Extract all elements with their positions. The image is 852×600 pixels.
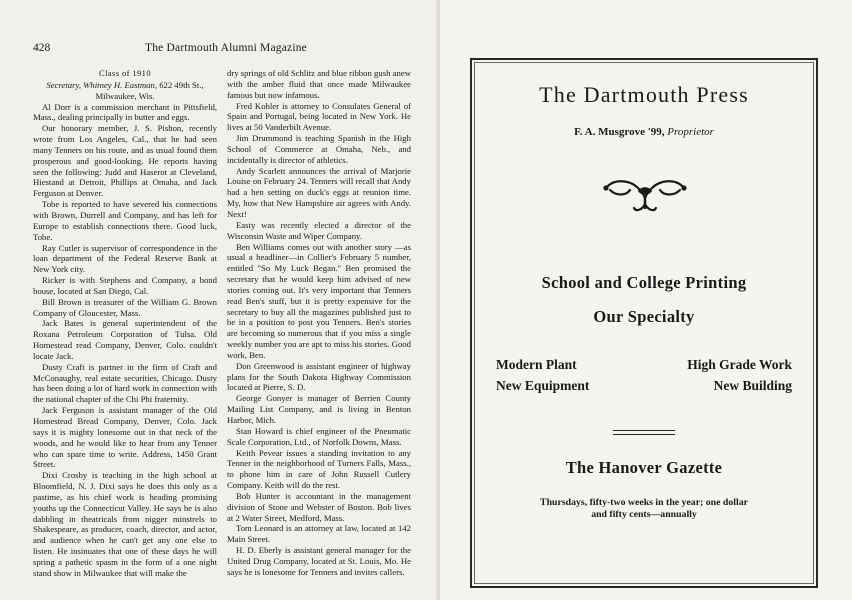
press-title: The Dartmouth Press [539, 82, 749, 107]
column-1 [33, 68, 217, 579]
page-header [33, 42, 428, 56]
advertisement-frame [470, 58, 818, 588]
paragraph: Bill Brown is treasurer of the William G. Brown Company of Gloucester, Mass. [33, 296, 217, 318]
class-heading: Class of 1910 [99, 68, 151, 78]
secretary-line [33, 80, 217, 91]
paragraph: Dixi Crosby is teaching in the high school at Bloomfield, N. J. Dixi says he does this only as a pastime, as his chief work is heading promising youths up the Connecticut Valley. He says he is also dabbling in theatricals from nigger minstrels to Shakespeare, as producer, coach, director, and actor, and audience when he can't get any one else to listen. He insinuates that one of these days he will spring a pathetic spasm in the form of a one night stand show in Milwaukee that will make the [33, 470, 217, 578]
secretary-address-2: Milwaukee, Wis. [95, 90, 155, 101]
paragraph: Easty was recently elected a director of the Wisconsin Waste and Wiper Company. [227, 219, 411, 241]
headline-printing: School and College Printing [541, 273, 747, 292]
paragraph: Tom Leonard is an attorney at law, located at 142 Main Street. [227, 523, 411, 545]
feature-new-building: New Building [713, 378, 792, 393]
proprietor-line [472, 126, 816, 138]
page-number: 428 [33, 42, 51, 54]
column-2 [227, 68, 411, 578]
divider-rule [613, 430, 675, 435]
running-title: The Dartmouth Alumni Magazine [145, 42, 307, 54]
gazette-line-1: Thursdays, fifty-two weeks in the year; one dollar [540, 497, 748, 508]
paragraph: Jim Drummond is teaching Spanish in the High School of Commerce at Omaha, Neb., and incidentally is director of athletics. [227, 133, 411, 165]
gazette-title: The Hanover Gazette [565, 458, 723, 477]
feature-new-equipment: New Equipment [496, 378, 590, 393]
paragraph: H. D. Eberly is assistant general manager for the United Drug Company, located at St. Louis, Mo. He says he is lonesome for Tenners and invites callers. [227, 545, 411, 577]
paragraph: Don Greenwood is assistant engineer of highway plans for the South Dakota Highway Commission located at Pierre, S. D. [227, 360, 411, 393]
paragraph: Al Dorr is a commission merchant in Pittsfield, Mass., dealing principally in butter and eggs. [33, 101, 217, 123]
feature-modern-plant: Modern Plant [496, 357, 577, 372]
paragraph: Ricker is with Stephens and Company, a bond house, located at San Diego, Cal. [33, 275, 217, 296]
feature-high-grade-work: High Grade Work [687, 357, 792, 372]
gazette-line-2: and fifty cents—annually [591, 509, 697, 520]
paragraph: Stan Howard is chief engineer of the Pneumatic Scale Corporation, Ltd., of Norfolk Downs, Mass. [227, 425, 411, 447]
proprietor-role: Proprietor [667, 126, 714, 138]
secretary-address-1: 622 49th St., [159, 79, 204, 90]
proprietor-name: F. A. Musgrove '99, [574, 126, 665, 138]
paragraph: Jack Bates is general superintendent of the Roxana Petroleum Corporation of Tulsa. Old Homestead read Company, Denver, Colo. couldn't locate Jack. [33, 318, 217, 361]
headline-specialty: Our Specialty [593, 307, 695, 326]
paragraph: Fred Kohler is attorney to Consulates General of Spain and Portugal, being located in New York. He lives at 50 Vanderbilt Avenue. [227, 100, 411, 133]
paragraph: Jack Ferguson is assistant manager of the Old Homestead Bread Company, Denver, Colo. Jack says it is mighty lonesome out in that neck of the woods, and he would like to hear from any Tenner who can spare time to write. Address, 1450 Grant Street. [33, 405, 217, 470]
paragraph: Ray Cutler is supervisor of correspondence in the loan department of the Federal Reserve Bank at New York city. [33, 242, 217, 275]
paragraph: George Gonyer is manager of Berrien County Mailing List Company, and is living in Benton Harbor, Mich. [227, 393, 411, 425]
paragraph: Ben Williams comes out with another story —as usual a headliner—in Collier's February 5 number, entitled "So My Luck Began." Ben promised the secretary that he would keep him advised of new stories coming out. It's very important that Tenners read Ben's stuff, but it is pretty expensive for the secretary to buy all the magazines published just to be in a position to post you Tenners. Ben's stories are becoming so numerous that if you miss a single weekly number you are apt to miss his stories. Good work, Ben. [227, 241, 411, 360]
paragraph: Keith Pevear issues a standing invitation to any Tenner in the neighborhood of Turners Falls, Mass., to phone him in care of John Russell Cutlery Company. Keith will do the rest. [227, 447, 411, 491]
paragraph-continued: dry springs of old Schlitz and blue ribbon gush anew with the amber fluid that once made Milwaukee famous but now infamous. [227, 68, 411, 100]
gazette-description [506, 497, 782, 521]
flourish-ornament-icon [600, 174, 690, 216]
paragraph: Andy Scarlett announces the arrival of Marjorie Louise on February 24. Tenners will recall that Andy had a hen setting on duck's eggs at reunion time. My, how that New Hampshire air agrees with Andy. Next! [227, 165, 411, 219]
secretary-label: Secretary, Whitney H. Eastman, [46, 79, 158, 90]
paragraph: Dusty Craft is partner in the firm of Craft and McConaughy, real estate securities, Chicago. Dusty has been doing a lot of hard work in connection with the national chapter of the Chi Phi fraternity. [33, 361, 217, 405]
paragraph: Bob Hunter is accountant in the management division of Stone and Webster of Boston. Bob lives at 2 Water Street, Medford, Mass. [227, 490, 411, 523]
paragraph: Tobe is reported to have severed his connections with Brown, Durrell and Company, and has left for Europe to establish connections there. Good luck, Tobe. [33, 199, 217, 242]
paragraph: Our honorary member, J. S. Pishon, recently wrote from Los Angeles, Cal., that he had seen many Tenners on his route, and as usual found them prosperous and good-looking. He reports having seen the following: Judd and Haserot at Cleveland, Hiestand at Detroit, Phillips at Omaha, and Jack Ferguson at Denver. [33, 123, 217, 199]
